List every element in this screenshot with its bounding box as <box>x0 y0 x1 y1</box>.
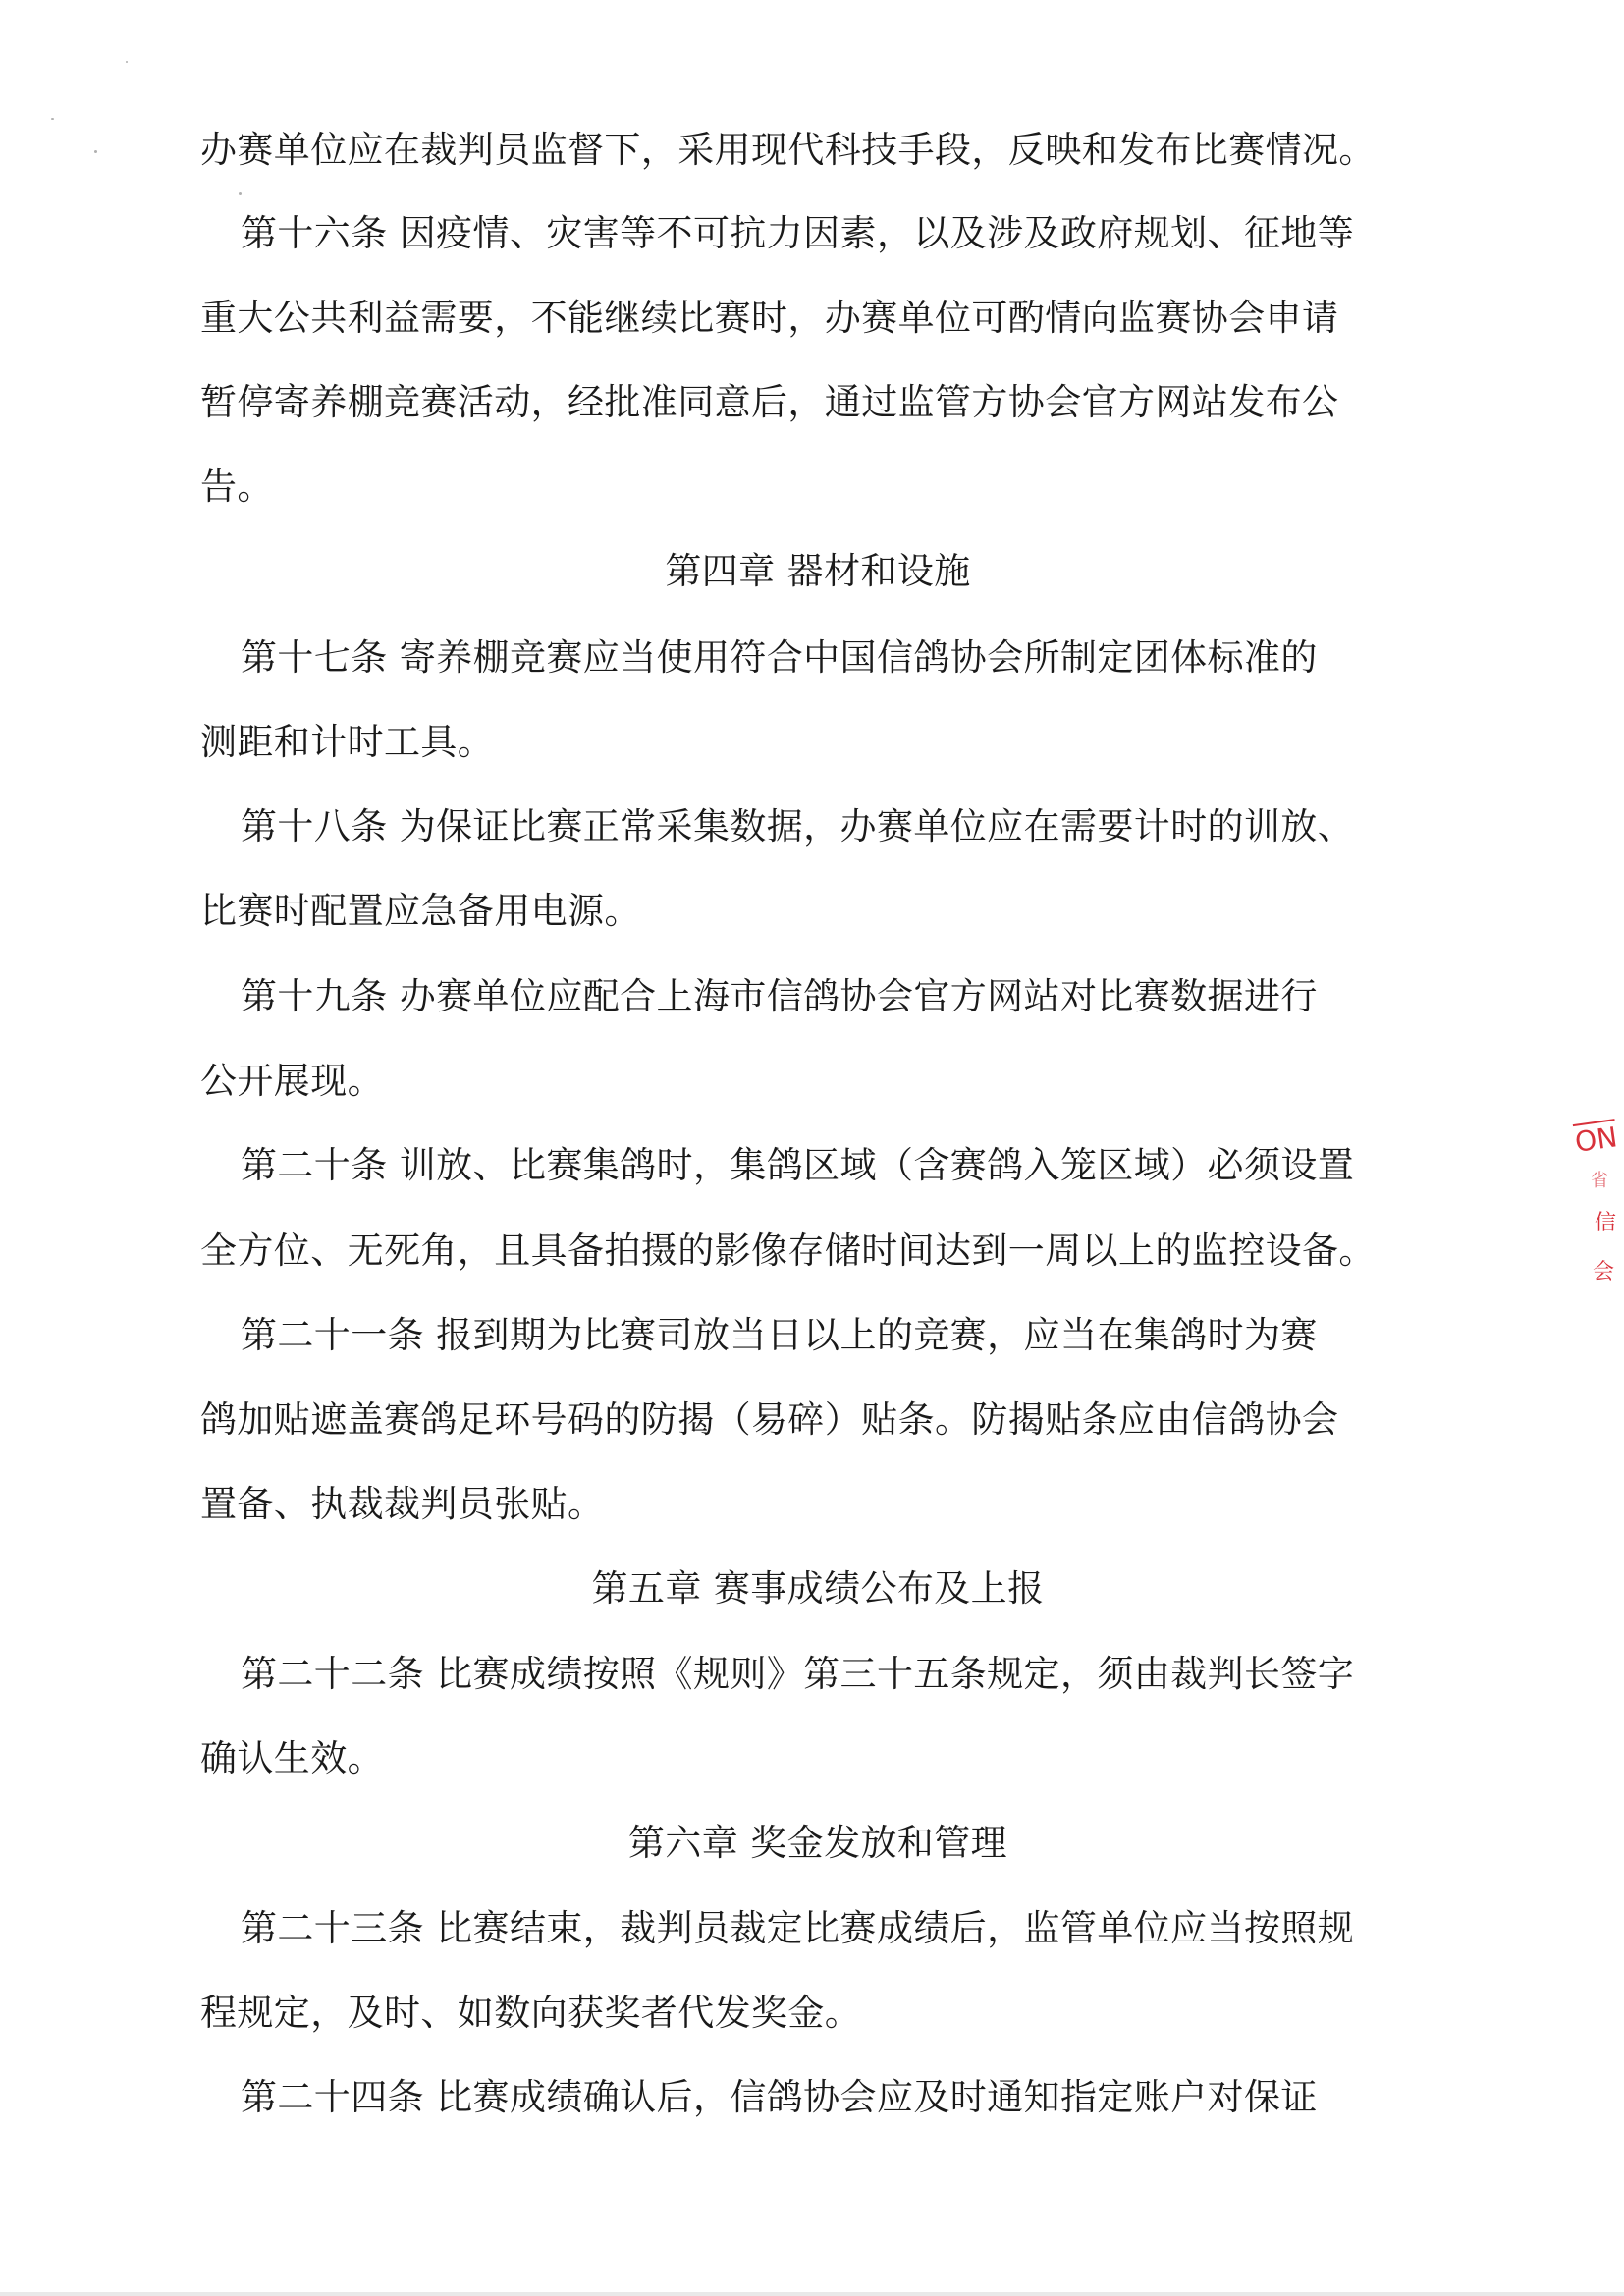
article-21-line-2: 鸽加贴遮盖赛鸽足环号码的防揭（易碎）贴条。防揭贴条应由信鸽协会 <box>200 1398 1339 1441</box>
article-21-line-3: 置备、执裁裁判员张贴。 <box>200 1483 605 1525</box>
article-18-line-1: 第十八条 为保证比赛正常采集数据，办赛单位应在需要计时的训放、 <box>241 805 1355 847</box>
article-24-line-1: 第二十四条 比赛成绩确认后，信鸽协会应及时通知指定账户对保证 <box>241 2076 1318 2118</box>
article-17-line-1: 第十七条 寄养棚竞赛应当使用符合中国信鸽协会所制定团体标准的 <box>241 636 1318 679</box>
article-16-line-3: 暂停寄养棚竞赛活动，经批准同意后，通过监管方协会官方网站发布公 <box>200 381 1339 423</box>
seal-stamp-fragment <box>1569 1108 1620 1304</box>
article-16-line-2: 重大公共利益需要，不能继续比赛时，办赛单位可酌情向监赛协会申请 <box>200 297 1339 339</box>
article-20-line-2: 全方位、无死角，且具备拍摄的影像存储时间达到一周以上的监控设备。 <box>200 1230 1376 1272</box>
article-17-line-2: 测距和计时工具。 <box>200 721 495 763</box>
article-23-line-2: 程规定，及时、如数向获奖者代发奖金。 <box>200 1992 862 2034</box>
seal-stamp-text: 信 <box>1595 1211 1617 1235</box>
article-22-line-2: 确认生效。 <box>200 1737 384 1779</box>
article-16-line-1: 第十六条 因疫情、灾害等不可抗力因素，以及涉及政府规划、征地等 <box>241 212 1355 254</box>
scan-speck <box>94 150 97 153</box>
scan-speck <box>239 192 242 195</box>
chapter-5-heading: 第五章 赛事成绩公布及上报 <box>591 1567 1045 1610</box>
seal-stamp-text: ON <box>1573 1121 1620 1159</box>
article-18-line-2: 比赛时配置应急备用电源。 <box>200 890 641 932</box>
scan-bottom-edge <box>0 2292 1624 2296</box>
paragraph-line: 办赛单位应在裁判员监督下，采用现代科技手段，反映和发布比赛情况。 <box>200 129 1376 171</box>
article-16-line-4: 告。 <box>200 465 274 508</box>
article-19-line-2: 公开展现。 <box>200 1060 384 1102</box>
article-21-line-1: 第二十一条 报到期为比赛司放当日以上的竞赛，应当在集鸽时为赛 <box>241 1314 1318 1356</box>
seal-stamp-text: 省 <box>1591 1171 1608 1191</box>
article-19-line-1: 第十九条 办赛单位应配合上海市信鸽协会官方网站对比赛数据进行 <box>241 975 1318 1017</box>
chapter-4-heading: 第四章 器材和设施 <box>665 550 971 592</box>
article-22-line-1: 第二十二条 比赛成绩按照《规则》第三十五条规定，须由裁判长签字 <box>241 1653 1355 1695</box>
article-23-line-1: 第二十三条 比赛结束，裁判员裁定比赛成绩后，监管单位应当按照规 <box>241 1907 1355 1949</box>
article-20-line-1: 第二十条 训放、比赛集鸽时，集鸽区域（含赛鸽入笼区域）必须设置 <box>241 1144 1355 1186</box>
scan-speck <box>126 61 128 63</box>
seal-stamp-text: 会 <box>1593 1260 1615 1285</box>
chapter-6-heading: 第六章 奖金发放和管理 <box>627 1822 1008 1864</box>
scan-speck <box>51 118 54 120</box>
